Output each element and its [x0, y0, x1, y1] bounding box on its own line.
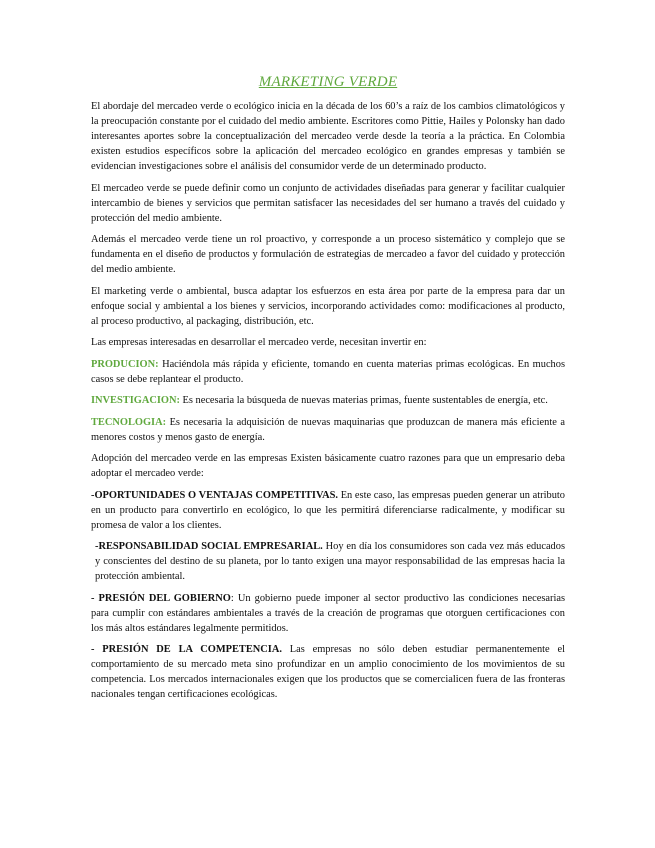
reason-label: - PRESIÓN DE LA COMPETENCIA.: [91, 644, 282, 655]
investment-text: Es necesaria la adquisición de nuevas maquinarias que produzcan de manera más eficiente a menores costos y menos gasto de energía.: [91, 416, 565, 443]
reason-label: -OPORTUNIDADES O VENTAJAS COMPETITIVAS.: [91, 489, 339, 501]
paragraph-investment-intro: Las empresas interesadas en desarrollar el mercadeo verde, necesitan invertir en:: [91, 337, 427, 348]
reason-text: En este caso, las empresas pueden generar un atributo en un producto para convertirlo en ecológico, lo que les permitirá diferenciarse radicalmente, y modificar su promesa de valor a los clientes.: [91, 489, 566, 531]
investment-text: Es necesaria la búsqueda de nuevas materias primas, fuente sustentables de energía, etc.: [179, 395, 548, 406]
reason-text: Hoy en día los consumidores son cada vez más educados y conscientes del destino de su planeta, por lo tanto exigen una mayor responsabilidad de las empresas hacia la protección ambiental.: [95, 541, 565, 582]
investment-item-investigacion: [91, 393, 565, 408]
reason-item-competitive: [91, 488, 565, 533]
paragraph-marketing-verde: El marketing verde o ambiental, busca adaptar los esfuerzos en esta área por parte de la empresa para dar un enfoque social y ambiental a los bienes y servicios, incorporando actividades como: modificaciones al producto, al proceso productivo, al packaging, distribución, etc.: [91, 285, 565, 327]
paragraph-intro: El abordaje del mercadeo verde o ecológico inicia en la década de los 60’s a raíz de los cambios climatológicos y la preocupación constante por el cuidado del medio ambiente. Escritores como Pittie, Hailes y Polonsky han dado interesantes aportes sobre la conceptualización del mercadeo verde desde la teoría a la práctica. En Colombia existen estudios específicos sobre la aplicación del mercadeo ecológico en grandes empresas y también se evidencian investigaciones sobre el análisis del consumidor verde de un determinado producto.: [91, 101, 565, 172]
reason-text: : Un gobierno puede imponer al sector productivo las condiciones necesarias para cumplir con estándares ambientales a través de la creación de programas que otorguen certificaciones con los más altos estándares legalmente permitidos.: [91, 592, 565, 634]
reason-label: - PRESIÓN DEL GOBIERNO: [91, 592, 231, 604]
reason-label: -RESPONSABILIDAD SOCIAL EMPRESARIAL.: [95, 541, 323, 552]
paragraph-adoption-intro: Adopción del mercadeo verde en las empresas Existen básicamente cuatro razones para que un empresario deba adoptar el mercadeo verde:: [91, 453, 565, 479]
document-title: MARKETING VERDE: [258, 74, 398, 90]
paragraph-definition: El mercadeo verde se puede definir como un conjunto de actividades diseñadas para generar y facilitar cualquier intercambio de bienes y servicios que permitan satisfacer las necesidades del ser humano a través del cuidado y protección del medio ambiente.: [91, 182, 565, 224]
reason-text: Las empresas no sólo deben estudiar permanentemente el comportamiento de su mercado meta sino profundizar en un amplio conocimiento de los movimientos de su competencia. Los mercados internacionales exigen que los productos que se comercialicen fuera de las fronteras nacionales tengan certificaciones ecológicas.: [91, 644, 565, 700]
reason-item-government: [91, 591, 565, 636]
paragraph-proactive-role: Además el mercadeo verde tiene un rol proactivo, y corresponde a un proceso sistemático y complejo que se fundamenta en el diseño de productos y formulación de estrategias de mercadeo a favor del cuidado y protección del medio ambiente.: [91, 234, 565, 275]
investment-item-produccion: [91, 357, 565, 387]
investment-item-tecnologia: [91, 415, 565, 445]
investment-label: INVESTIGACION:: [91, 395, 180, 406]
reason-item-competition: [91, 642, 565, 702]
investment-label: PRODUCION:: [91, 358, 159, 370]
investment-label: TECNOLOGIA:: [91, 416, 167, 428]
investment-text: Haciéndola más rápida y eficiente, tomando en cuenta materias primas ecológicas. En muchos casos se debe replantear el producto.: [91, 358, 565, 385]
reason-item-social-responsibility: [91, 539, 565, 584]
